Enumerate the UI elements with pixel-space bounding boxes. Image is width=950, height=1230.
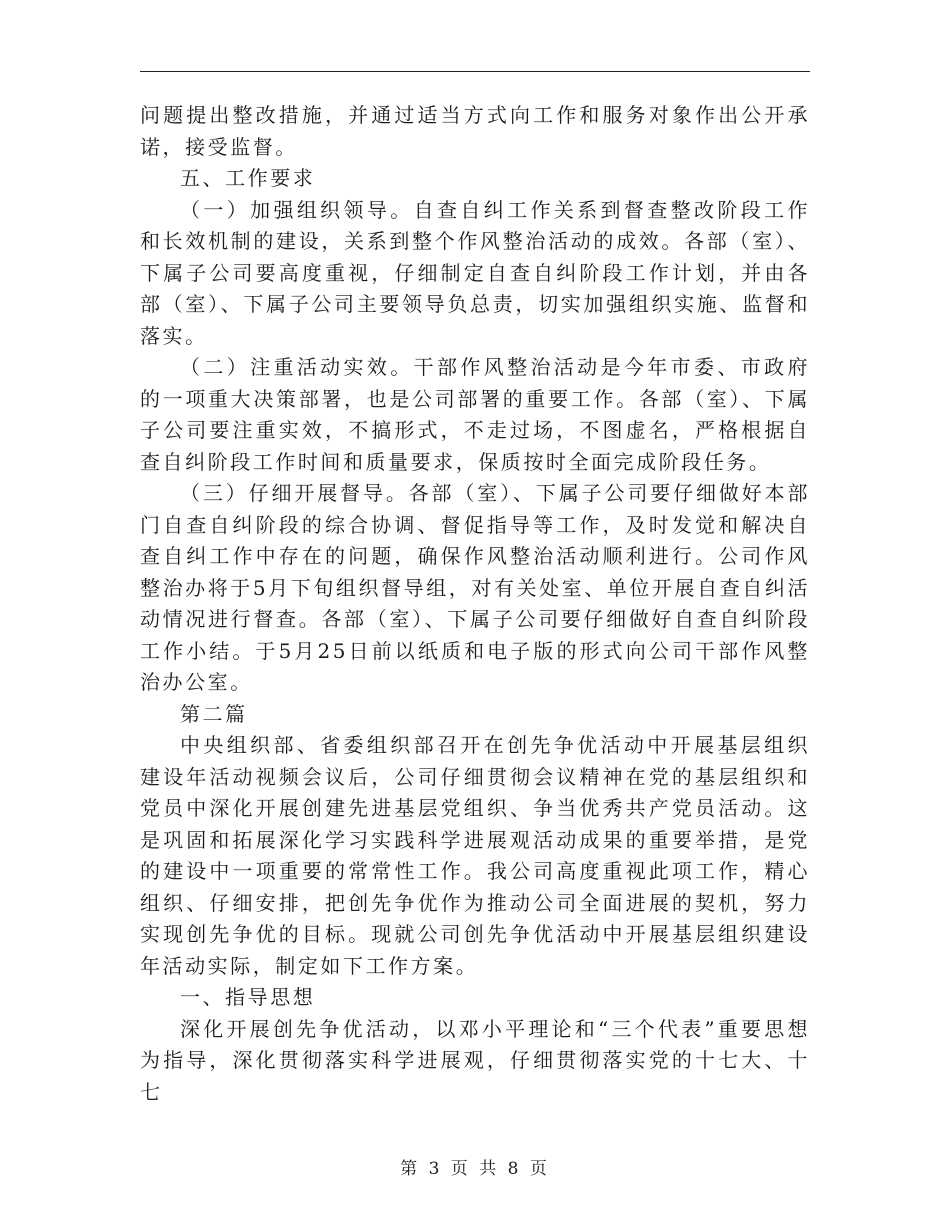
page-number-footer: 第 3 页 共 8 页 <box>400 1159 550 1179</box>
part-heading-second: 第二篇 <box>180 701 248 726</box>
paragraph-guiding-ideology: 深化开展创先争优活动，以邓小平理论和“三个代表”重要思想为指导，深化贯彻落实科学进展观，仔细贯彻落实党的十七大、十七 <box>140 1016 810 1104</box>
section-heading-work-requirements: 五、工作要求 <box>180 166 316 190</box>
paragraph-requirement-2: （二）注重活动实效。干部作风整治活动是今年市委、市政府的一项重大决策部署，也是公司部署的重要工作。各部（室）、下属子公司要注重实效，不搞形式，不走过场，不图虚名，严格根据自查自纠阶段工作时间和质量要求，保质按时全面完成阶段任务。 <box>140 355 810 474</box>
paragraph-requirement-3: （三）仔细开展督导。各部（室）、下属子公司要仔细做好本部门自查自纠阶段的综合协调、督促指导等工作，及时发觉和解决自查自纠工作中存在的问题，确保作风整治活动顺利进行。公司作风整治办将于5月下旬组织督导组，对有关处室、单位开展自查自纠活动情况进行督查。各部（室）、下属子公司要仔细做好自查自纠阶段工作小结。于5月25日前以纸质和电子版的形式向公司干部作风整治办公室。 <box>140 481 810 694</box>
section-heading-guiding-ideology: 一、指导思想 <box>180 985 316 1009</box>
paragraph-intro-second: 中央组织部、省委组织部召开在创先争优活动中开展基层组织建设年活动视频会议后，公司仔细贯彻会议精神在党的基层组织和党员中深化开展创建先进基层党组织、争当优秀共产党员活动。这是巩固和拓展深化学习实践科学进展观活动成果的重要举措，是党的建设中一项重要的常常性工作。我公司高度重视此项工作，精心组织、仔细安排，把创先争优作为推动公司全面进展的契机，努力实现创先争优的目标。现就公司创先争优活动中开展基层组织建设年活动实际，制定如下工作方案。 <box>140 733 810 978</box>
header-rule <box>140 71 810 72</box>
document-body <box>140 100 810 1108</box>
paragraph-requirement-1: （一）加强组织领导。自查自纠工作关系到督查整改阶段工作和长效机制的建设，关系到整个作风整治活动的成效。各部（室）、下属子公司要高度重视，仔细制定自查自纠阶段工作计划，并由各部（室）、下属子公司主要领导负总责，切实加强组织实施、监督和落实。 <box>140 197 810 348</box>
paragraph-continued: 问题提出整改措施，并通过适当方式向工作和服务对象作出公开承诺，接受监督。 <box>140 103 810 159</box>
